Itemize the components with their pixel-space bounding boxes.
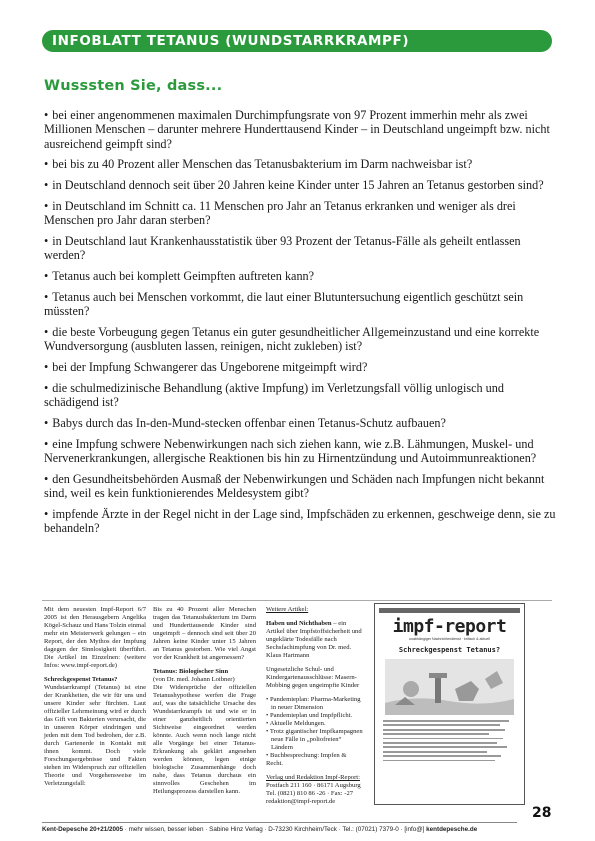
bullet-marker: • <box>44 436 49 451</box>
footer <box>42 826 542 833</box>
footer-divider <box>42 822 517 823</box>
list-item: • Pandemieplan und Impfpflicht. <box>266 712 353 719</box>
list-item: • bei bis zu 40 Prozent aller Menschen das Tetanusbakterium im Darm nachweisbar ist? <box>44 157 473 172</box>
list-item: • bei einer angenommenen maximalen Durchimpfungsrate von 97 Prozent immerhin mehr als zwei Millionen Menschen – darunter mehrere Hunderttausend Kinder – in Deutschland ungeimpft bzw. nicht ausreichend geimpft sind? <box>44 108 550 151</box>
article-heading: Tetanus: Biologischer Sinn <box>153 668 229 675</box>
bullet-marker: • <box>44 108 49 122</box>
cover-photo <box>385 659 514 715</box>
list-item: • bei der Impfung Schwangerer das Ungeborene mitgeimpft wird? <box>44 360 368 375</box>
list-item: • in Deutschland im Schnitt ca. 11 Menschen pro Jahr an Tetanus erkranken und weniger als drei Menschen pro Jahr daran sterben? <box>44 198 516 228</box>
footer-website: kentdepesche.de <box>426 826 478 833</box>
section-heading: Wusssten Sie, dass... <box>44 78 223 94</box>
article-paragraph: Haben und Nichthaben – ein Artikel über Impfstoffsicherheit und ungeklärte Todesfälle nach Sechsfachimpfung von Dr. med. Klaus Hartmann <box>266 620 362 659</box>
list-item: in neuer Dimension <box>271 704 324 711</box>
bullet-marker: • <box>44 198 49 213</box>
publisher-email: redaktion@impf-report.de <box>266 798 336 805</box>
footer-text: · mehr wissen, besser leben · Sabine Hinz Verlag · D-73230 Kirchheim/Teck · Tel.: (07021) 7379-0 · [info@] <box>123 826 427 833</box>
section-banner <box>42 30 552 52</box>
review-column-1 <box>44 606 146 794</box>
list-item: • Tetanus auch bei komplett Geimpften auftreten kann? <box>44 269 315 284</box>
cover-contents <box>383 720 516 761</box>
magazine-cover-image <box>374 603 525 805</box>
bullet-marker: • <box>44 289 49 304</box>
bullet-marker: • <box>44 507 49 522</box>
publisher-address: Postfach 211 160 · 86171 Augsburg <box>266 782 361 789</box>
cover-header-bar <box>379 608 520 613</box>
article-paragraph: Ungesetzliche Schul- und Kindergartenausschlüsse: Masern-Mobbing gegen ungeimpfte Kinder <box>266 666 360 689</box>
bullet-marker: • <box>44 269 49 284</box>
cover-title: impf-report <box>392 616 507 637</box>
list-item: • Babys durch das In-den-Mund-stecken offenbar einen Tetanus-Schutz aufbauen? <box>44 416 446 431</box>
article-paragraph: Wundstarrkrampf (Tetanus) ist eine der Krankheiten, die wir für uns und unsere Kinder sehr fürchten. Laut offizieller Lehrmeinung wird er durch das Gift von Bakterien verursacht, die in unseren Körper eindringen und jeden mit dem Tod bedrohen, der z.B. durch Gartenerde in Kontakt mit ihnen kommt. Doch viele Forschungsergebnisse und Fakten stehen im Widerspruch zur offiziellen Theorie und Vorgehensweise im Verletzungsfall: <box>44 684 146 787</box>
bullet-marker: • <box>44 234 49 249</box>
bullet-marker: • <box>44 360 49 375</box>
fact-list <box>44 108 559 542</box>
bullet-marker: • <box>44 325 49 340</box>
list-item: • den Gesundheitsbehörden Ausmaß der Nebenwirkungen und Schäden nach Impfungen nicht bekannt sind, weil es kein funktionierendes Meldesystem gibt? <box>44 471 545 501</box>
section-divider <box>42 600 552 601</box>
list-item: • eine Impfung schwere Nebenwirkungen nach sich ziehen kann, wie z.B. Lähmungen, Muskel- und Nervenerkrankungen, allergische Reaktionen bis hin zu Hirnentzündung und Autoimmunreaktionen? <box>44 436 537 466</box>
review-column-2 <box>153 606 256 802</box>
article-list <box>266 696 365 768</box>
list-item: • Tetanus auch bei Menschen vorkommt, die laut einer Blutuntersuchung eigentlich geschützt sein müssten? <box>44 289 524 319</box>
list-item: • in Deutschland dennoch seit über 20 Jahren keine Kinder unter 15 Jahren an Tetanus gestorben sind? <box>44 178 544 193</box>
article-paragraph: Bis zu 40 Prozent aller Menschen tragen das Tetanusbakterium im Darm und Hunderttausende Kinder sind ungeimpft – dennoch sind seit über 20 Jahren keine Kinder unter 15 Jahren an Tetanus gestorben. Wie viel Angst vor der Krankheit ist angemessen? <box>153 606 256 661</box>
bullet-marker: • <box>44 178 49 193</box>
publisher-phone: Tel. (0821) 810 86 -26 · Fax: -27 <box>266 790 354 797</box>
list-item: • Buchbesprechung: Impfen & Recht. <box>266 752 347 767</box>
intro-paragraph: Mit dem neuesten Impf-Report 6/7 2005 ist den Herausgebern Angelika Kögel-Schauz und Hans Tolzin einmal mehr ein Meisterwerk gelungen – ein Report, der den Mythos der Impfung dagegen der Sinnlosigkeit überführt. Die Artikel im Einzelnen: (weitere Infos: www.impf-report.de) <box>44 606 146 669</box>
article-byline: (von Dr. med. Johann Loibner) <box>153 676 235 683</box>
banner-title: INFOBLATT TETANUS (WUNDSTARRKRAMPF) <box>52 33 410 49</box>
bullet-marker: • <box>44 416 49 431</box>
page-number: 28 <box>532 805 552 821</box>
article-heading: Schreckgespenst Tetanus? <box>44 676 118 683</box>
list-item: • impfende Ärzte in der Regel nicht in der Lage sind, Impfschäden zu erkennen, geschweige denn, sie zu behandeln? <box>44 507 556 536</box>
cover-headline: Schreckgespenst Tetanus? <box>398 646 501 654</box>
more-articles-heading: Weitere Artikel: <box>266 606 309 613</box>
list-item: • Pandemieplan: Pharma-Marketing <box>266 696 361 703</box>
cover-subtitle: unabhängiger Nachrichtendienst · kritisch & aktuell <box>409 637 490 641</box>
list-item: • in Deutschland laut Krankenhausstatistik über 93 Prozent der Tetanus-Fälle als geheilt entlassen werden? <box>44 234 521 263</box>
article-paragraph: Die Widersprüche der offiziellen Tetanushypothese werfen die Frage auf, was die tatsächliche Ursache des Wundstarrkrampfs ist und wie er in einer ganzheitlich orientierten Sichtweise eingeordnet werden könnte. Auch wenn noch lange nicht alle Vorgänge bei einer Tetanus-Erkrankung als geklärt angesehen werden können, legen einige biologische Zusammenhänge doch nahe, dass Tetanus durchaus ein sinnvolles Geschehen im Heilungsprozess darstellen kann. <box>153 684 256 795</box>
footer-brand: Kent-Depesche 20+21/2005 <box>42 826 124 833</box>
list-item: • die schulmedizinische Behandlung (aktive Impfung) im Verletzungsfall völlig unlogisch und schädigend ist? <box>44 380 504 410</box>
list-item: • Aktuelle Meldungen. <box>266 720 326 727</box>
cover-illustration-icon <box>385 659 514 715</box>
list-item: • Trotz gigantischer Impfkampagnen <box>266 728 363 735</box>
review-column-3 <box>266 606 365 806</box>
bullet-marker: • <box>44 471 49 486</box>
bullet-marker: • <box>44 380 49 395</box>
list-item: • die beste Vorbeugung gegen Tetanus ein guter gesundheitlicher Allgemeinzustand und eine korrekte Wundversorgung (ausbluten lassen, reinigen, nicht zukleben) ist? <box>44 325 540 354</box>
list-item: neue Fälle in „poliofreien“ Ländern <box>271 736 342 751</box>
bullet-marker: • <box>44 157 49 172</box>
publisher-heading: Verlag und Redaktion Impf-Report: <box>266 774 360 781</box>
